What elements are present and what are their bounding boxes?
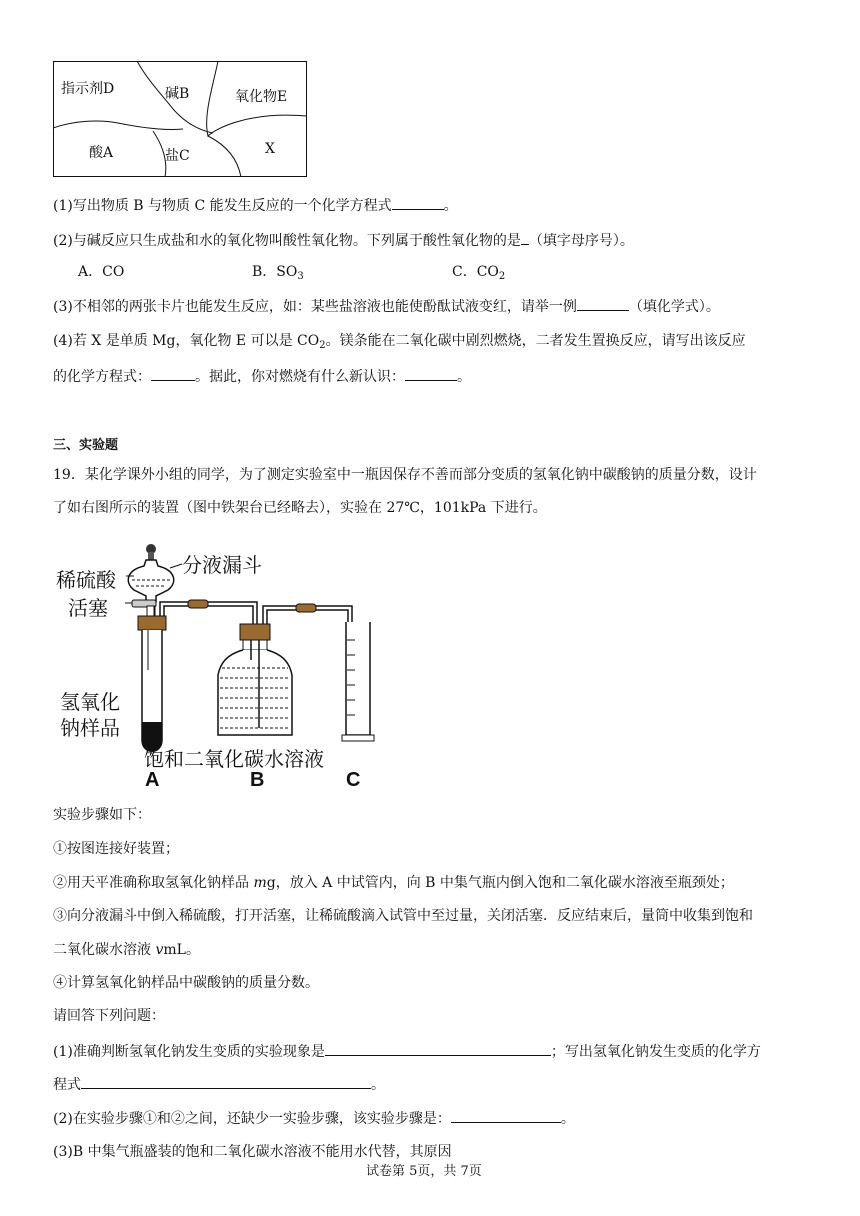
q18-part4-blank1[interactable] bbox=[151, 366, 195, 381]
q18-part1-blank[interactable] bbox=[392, 195, 444, 210]
label-stopcock: 活塞 bbox=[68, 596, 108, 620]
q19-a1-line2: 程式 。 bbox=[53, 1074, 385, 1095]
label-separatory-funnel: 分液漏斗 bbox=[182, 553, 262, 577]
step-4: ④计算氢氧化钠样品中碳酸钠的质量分数。 bbox=[53, 975, 319, 991]
steps-title: 实验步骤如下： bbox=[53, 807, 151, 823]
page-footer: 试卷第 5页，共 7页 bbox=[366, 1164, 482, 1179]
q19-a3: (3)B 中集气瓶盛装的饱和二氧化碳水溶液不能用水代替，其原因 bbox=[53, 1144, 452, 1160]
label-saturated-solution: 饱和二氧化碳水溶液 bbox=[144, 747, 324, 771]
card-salt-c: 盐C bbox=[165, 148, 190, 164]
card-indicator-d: 指示剂D bbox=[61, 81, 115, 97]
step-2: ②用天平准确称取氢氧化钠样品 mg，放入 A 中试管内，向 B 中集气瓶内倒入饱和二氧化碳水溶液至瓶颈处； bbox=[53, 875, 734, 891]
q19-a2: (2)在实验步骤①和②之间，还缺少一实验步骤，该实验步骤是： 。 bbox=[53, 1108, 575, 1129]
card-oxide-e: 氧化物E bbox=[235, 89, 288, 105]
q18-part4-line1: (4)若 X 是单质 Mg，氧化物 E 可以是 $CO_2$。镁条能在二氧化碳中剧烈燃烧，二者发生置换反应，请写出该反应 bbox=[53, 333, 746, 351]
q18-part4-blank2[interactable] bbox=[405, 366, 457, 381]
step-3-line1: ③向分液漏斗中倒入稀硫酸，打开活塞，让稀硫酸滴入试管中至过量，关闭活塞．反应结束后，量筒中收集到饱和 bbox=[53, 908, 753, 924]
card-x: X bbox=[265, 141, 275, 157]
q18-part3: (3)不相邻的两张卡片也能发生反应，如：某些盐溶液也能使酚酞试液变红，请举一例 （填化学式）。 bbox=[53, 296, 720, 317]
card-base-b: 碱B bbox=[165, 86, 190, 102]
q18-part2-blank[interactable] bbox=[521, 230, 529, 245]
q18-part2: (2)与碱反应只生成盐和水的氧化物叫酸性氧化物。下列属于酸性氧化物的是 （填字母序号）。 bbox=[53, 230, 634, 251]
section-title: 三、实验题 bbox=[53, 438, 119, 453]
card-diagram bbox=[53, 61, 307, 177]
q18-part4-line2: 的化学方程式： 。据此，你对燃烧有什么新认识： 。 bbox=[53, 366, 471, 387]
q19-a1-line1: (1)准确判断氢氧化钠发生变质的实验现象是 ；写出氢氧化钠发生变质的化学方 bbox=[53, 1041, 761, 1062]
q19-intro-line2: 了如右图所示的装置（图中铁架台已经略去），实验在 27℃，101kPa 下进行。 bbox=[53, 500, 547, 516]
q19-a1-blank1[interactable] bbox=[325, 1041, 551, 1056]
answer-prompt: 请回答下列问题： bbox=[53, 1008, 165, 1024]
step-3-line2: 二氧化碳水溶液 vmL。 bbox=[53, 942, 200, 958]
label-a: A bbox=[145, 769, 160, 791]
apparatus-figure bbox=[50, 540, 390, 795]
label-sample-line1: 氢氧化 bbox=[60, 690, 120, 714]
label-b: B bbox=[250, 769, 265, 791]
q18-option-b: B．$SO_3$ bbox=[252, 264, 304, 282]
label-c: C bbox=[346, 769, 361, 791]
q18-option-c: C．$CO_2$ bbox=[452, 264, 506, 282]
label-dilute-sulfuric-acid: 稀硫酸 bbox=[56, 568, 116, 592]
q18-part3-blank[interactable] bbox=[577, 296, 629, 311]
q19-intro-line1: 19．某化学课外小组的同学，为了测定实验室中一瓶因保存不善而部分变质的氢氧化钠中碳酸钠的质量分数，设计 bbox=[53, 467, 757, 483]
card-acid-a: 酸A bbox=[89, 145, 114, 161]
q19-a1-blank2[interactable] bbox=[81, 1074, 371, 1089]
label-sample-line2: 钠样品 bbox=[60, 716, 120, 740]
q19-a2-blank[interactable] bbox=[451, 1108, 561, 1123]
q18-option-a: A．CO bbox=[78, 264, 125, 280]
q18-part1: (1)写出物质 B 与物质 C 能发生反应的一个化学方程式 。 bbox=[53, 195, 458, 216]
step-1: ①按图连接好装置； bbox=[53, 841, 179, 857]
